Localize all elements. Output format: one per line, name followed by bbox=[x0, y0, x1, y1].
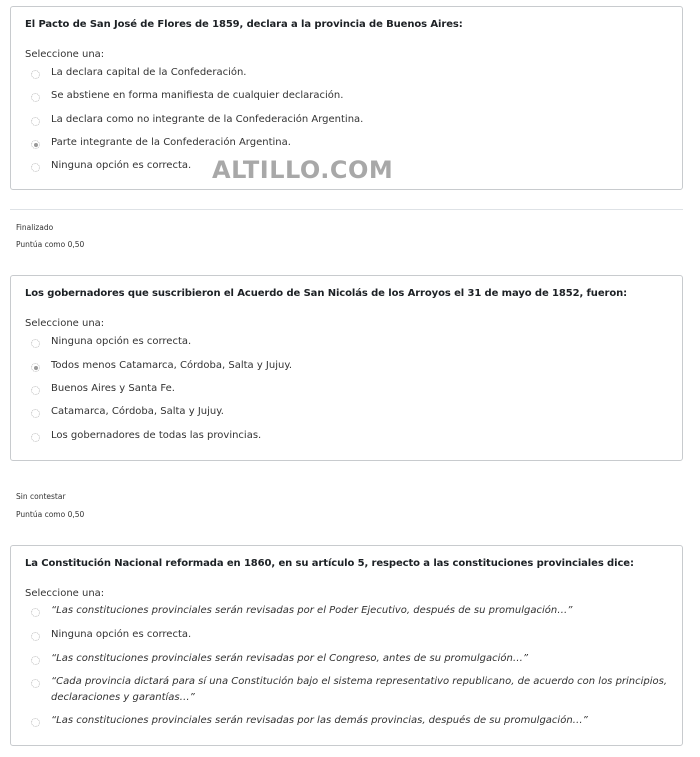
answer-option[interactable] bbox=[31, 654, 671, 667]
answer-option-selected[interactable] bbox=[31, 138, 671, 151]
radio-button[interactable] bbox=[31, 70, 40, 79]
question-text: Los gobernadores que suscribieron el Acuerdo de San Nicolás de los Arroyos el 31 de mayo de 1852, fueron: bbox=[25, 288, 628, 299]
question-score: Puntúa como 0,50 bbox=[16, 240, 85, 249]
option-label: Los gobernadores de todas las provincias. bbox=[51, 430, 262, 441]
option-label: Se abstiene en forma manifiesta de cualquier declaración. bbox=[51, 90, 344, 101]
radio-button[interactable] bbox=[31, 339, 40, 348]
radio-button[interactable] bbox=[31, 433, 40, 442]
answer-option-selected[interactable] bbox=[31, 361, 671, 374]
radio-button-checked[interactable] bbox=[31, 140, 40, 149]
radio-button[interactable] bbox=[31, 608, 40, 617]
answer-option[interactable] bbox=[31, 716, 671, 729]
answer-option[interactable] bbox=[31, 407, 671, 420]
radio-button[interactable] bbox=[31, 163, 40, 172]
answer-option[interactable] bbox=[31, 68, 671, 81]
watermark: ALTILLO.COM bbox=[212, 156, 394, 184]
option-label: Ninguna opción es correcta. bbox=[51, 160, 192, 171]
question-card-3 bbox=[10, 545, 683, 746]
radio-button[interactable] bbox=[31, 117, 40, 126]
select-prompt: Seleccione una: bbox=[25, 318, 105, 329]
radio-button[interactable] bbox=[31, 656, 40, 665]
radio-button[interactable] bbox=[31, 632, 40, 641]
option-label: Ninguna opción es correcta. bbox=[51, 629, 192, 640]
option-label: Buenos Aires y Santa Fe. bbox=[51, 383, 175, 394]
answer-option[interactable] bbox=[31, 677, 671, 706]
question-state: Sin contestar bbox=[16, 492, 66, 501]
question-score: Puntúa como 0,50 bbox=[16, 510, 85, 519]
option-label: Parte integrante de la Confederación Argentina. bbox=[51, 137, 291, 148]
option-label: Todos menos Catamarca, Córdoba, Salta y Jujuy. bbox=[51, 360, 293, 371]
option-label: La declara como no integrante de la Confederación Argentina. bbox=[51, 114, 364, 125]
answer-option[interactable] bbox=[31, 91, 671, 104]
answer-option[interactable] bbox=[31, 115, 671, 128]
radio-button[interactable] bbox=[31, 718, 40, 727]
answer-option[interactable] bbox=[31, 337, 671, 350]
option-label: Catamarca, Córdoba, Salta y Jujuy. bbox=[51, 406, 224, 417]
option-label: “Cada provincia dictará para sí una Constitución bajo el sistema representativo republicano, de acuerdo con los principios, declaraciones y garantías…” bbox=[51, 676, 668, 703]
divider bbox=[10, 209, 683, 210]
question-text: La Constitución Nacional reformada en 1860, en su artículo 5, respecto a las constituciones provinciales dice: bbox=[25, 558, 634, 569]
option-label: La declara capital de la Confederación. bbox=[51, 67, 247, 78]
radio-button[interactable] bbox=[31, 409, 40, 418]
option-label: “Las constituciones provinciales serán revisadas por las demás provincias, después de su promulgación…” bbox=[51, 715, 588, 726]
radio-button[interactable] bbox=[31, 93, 40, 102]
radio-button[interactable] bbox=[31, 679, 40, 688]
select-prompt: Seleccione una: bbox=[25, 588, 105, 599]
answer-option[interactable] bbox=[31, 606, 671, 619]
option-label: Ninguna opción es correcta. bbox=[51, 336, 192, 347]
question-state: Finalizado bbox=[16, 223, 54, 232]
option-label: “Las constituciones provinciales serán revisadas por el Congreso, antes de su promulgación…” bbox=[51, 653, 529, 664]
answer-option[interactable] bbox=[31, 384, 671, 397]
select-prompt: Seleccione una: bbox=[25, 49, 105, 60]
answer-option[interactable] bbox=[31, 630, 671, 643]
radio-button-checked[interactable] bbox=[31, 363, 40, 372]
question-card-2 bbox=[10, 275, 683, 461]
answer-option[interactable] bbox=[31, 431, 671, 444]
radio-button[interactable] bbox=[31, 386, 40, 395]
question-text: El Pacto de San José de Flores de 1859, declara a la provincia de Buenos Aires: bbox=[25, 19, 463, 30]
option-label: “Las constituciones provinciales serán revisadas por el Poder Ejecutivo, después de su promulgación…” bbox=[51, 605, 573, 616]
